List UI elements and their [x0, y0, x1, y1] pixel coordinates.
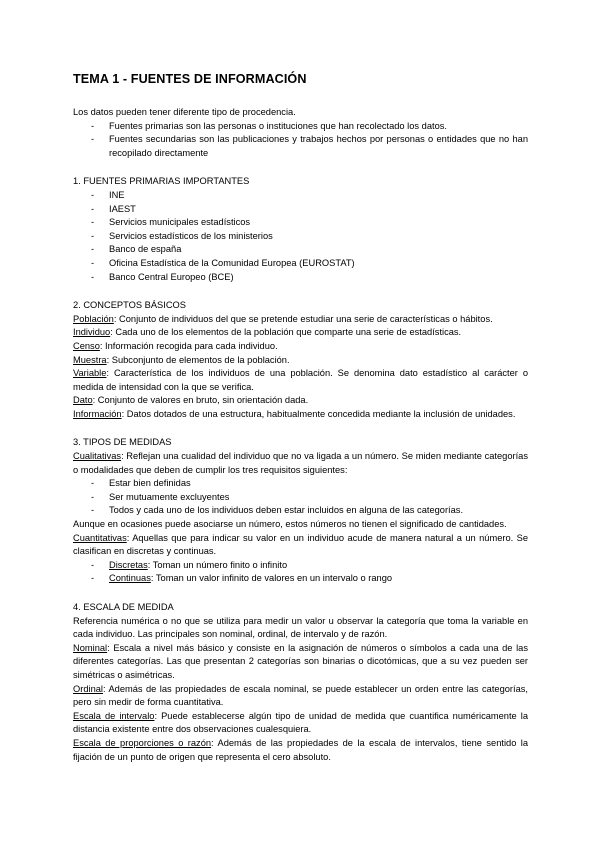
definition-text: : Conjunto de valores en bruto, sin orientación dada. — [92, 395, 309, 406]
section-heading: 1. FUENTES PRIMARIAS IMPORTANTES — [73, 176, 250, 187]
section-escala-medida — [73, 601, 528, 764]
section-heading: 4. ESCALA DE MEDIDA — [73, 602, 174, 612]
term: Dato — [73, 395, 93, 406]
definition — [73, 394, 528, 408]
note-text: Aunque en ocasiones puede asociarse un número, estos números no tienen el significado de cantidades. — [73, 519, 507, 530]
definition — [73, 354, 528, 368]
term: Muestra — [73, 354, 107, 365]
section-heading: 2. CONCEPTOS BÁSICOS — [73, 300, 186, 311]
list-item: - Ser mutuamente excluyentes — [73, 491, 528, 505]
list-item: - Servicios estadísticos de los ministerios — [73, 230, 528, 244]
definition-text: : Aquellas que para indicar su valor en un individuo acude de manera natural a un número. Se clasifican en discretas y continuas. — [73, 532, 528, 557]
definition — [73, 710, 528, 737]
definition-text: : Cada uno de los elementos de la población que comparte una serie de estadísticas. — [110, 327, 462, 338]
intro-text: Los datos pueden tener diferente tipo de procedencia. — [73, 107, 296, 117]
list-item: - Fuentes secundarias son las publicaciones y trabajos hechos por personas o entidades que no han recopilado directamente — [73, 133, 528, 160]
list-item: - INE — [73, 189, 528, 203]
definition — [73, 642, 528, 683]
term: Nominal — [73, 642, 108, 653]
definition — [73, 367, 528, 394]
list-item — [73, 572, 528, 586]
cuantitativas-list — [73, 559, 528, 586]
term: Discretas — [109, 559, 148, 570]
definition-text: : Además de las propiedades de la escala de intervalos, tiene sentido la fijación de un punto de origen que representa el cero absoluto. — [73, 737, 528, 762]
definition-text: : Subconjunto de elementos de la población. — [106, 354, 290, 365]
list-item: - Oficina Estadística de la Comunidad Europea (EUROSTAT) — [73, 257, 528, 271]
requisitos-list — [73, 477, 528, 518]
list-item: - Banco Central Europeo (BCE) — [73, 271, 528, 285]
definition — [73, 683, 528, 710]
list-item: - Estar bien definidas — [73, 477, 528, 491]
term: Continuas — [109, 573, 151, 584]
fuentes-list — [73, 189, 528, 284]
document-page — [73, 72, 528, 764]
definition-text: : Conjunto de individuos del que se pretende estudiar una serie de características o hábitos. — [113, 313, 493, 324]
term: Cuantitativas — [73, 532, 127, 543]
list-item: - Fuentes primarias son las personas o instituciones que han recolectado los datos. — [73, 120, 528, 134]
term: Escala de proporciones o razón — [73, 737, 212, 748]
definition-text: : Datos dotados de una estructura, habitualmente concedida mediante la inclusión de unidades. — [121, 408, 516, 419]
definition-text: : Información recogida para cada individuo. — [99, 340, 278, 351]
section-intro: Referencia numérica o no que se utiliza para medir un valor u observar la categoría que toma la variable en cada individuo. Las principales son nominal, ordinal, de intervalo y de razón. — [73, 615, 528, 640]
list-item: - IAEST — [73, 203, 528, 217]
definition — [73, 340, 528, 354]
page-title: TEMA 1 - FUENTES DE INFORMACIÓN — [73, 72, 307, 86]
definition — [73, 737, 528, 764]
definition-text: : Además de las propiedades de escala nominal, se puede establecer un orden entre las categorías, pero sin medir de forma cuantitativa. — [73, 683, 528, 708]
definition — [73, 450, 528, 477]
section-conceptos — [73, 299, 528, 421]
section-fuentes-primarias — [73, 175, 528, 284]
definition-text: : Reflejan una cualidad del individuo que no va ligada a un número. Se miden mediante categorías o modalidades que deben de cumplir los tres requisitos siguientes: — [73, 451, 528, 475]
list-item — [73, 559, 528, 573]
definition — [73, 326, 528, 340]
definition-text: : Característica de los individuos de una población. Se denomina dato estadístico al carácter o medida de intensidad con la que se verifica. — [73, 368, 528, 392]
section-heading: 3. TIPOS DE MEDIDAS — [73, 437, 172, 448]
term: Censo — [73, 340, 100, 351]
list-item: - Todos y cada uno de los individuos deben estar incluidos en alguna de las categorías. — [73, 504, 528, 518]
section-tipos-medidas — [73, 436, 528, 586]
term: Población — [73, 313, 114, 324]
term: Ordinal — [73, 683, 103, 694]
intro-section — [73, 106, 528, 160]
term: Variable — [73, 368, 107, 379]
term: Escala de intervalo — [73, 710, 155, 721]
term: Cualitativas — [73, 451, 122, 462]
intro-list — [73, 120, 528, 161]
definition — [73, 532, 528, 559]
definition-text: : Toman un valor infinito de valores en un intervalo o rango — [150, 573, 393, 584]
list-item: - Servicios municipales estadísticos — [73, 216, 528, 230]
term: Individuo — [73, 327, 111, 338]
list-item: - Banco de españa — [73, 243, 528, 257]
definition — [73, 408, 528, 422]
term: Información — [73, 408, 122, 419]
definition — [73, 313, 528, 327]
definition-text: : Puede establecerse algún tipo de unidad de medida que cuantifica numéricamente la distancia existente entre dos observaciones cualesquiera. — [73, 710, 528, 735]
definition-text: : Toman un número finito o infinito — [147, 559, 288, 570]
definition-text: : Escala a nivel más básico y consiste en la asignación de números o símbolos a cada una de las diferentes categorías. Las que presentan 2 categorías son binarias o dicotómicas, que a su vez pueden ser simétricas o asimétricas. — [73, 642, 528, 680]
